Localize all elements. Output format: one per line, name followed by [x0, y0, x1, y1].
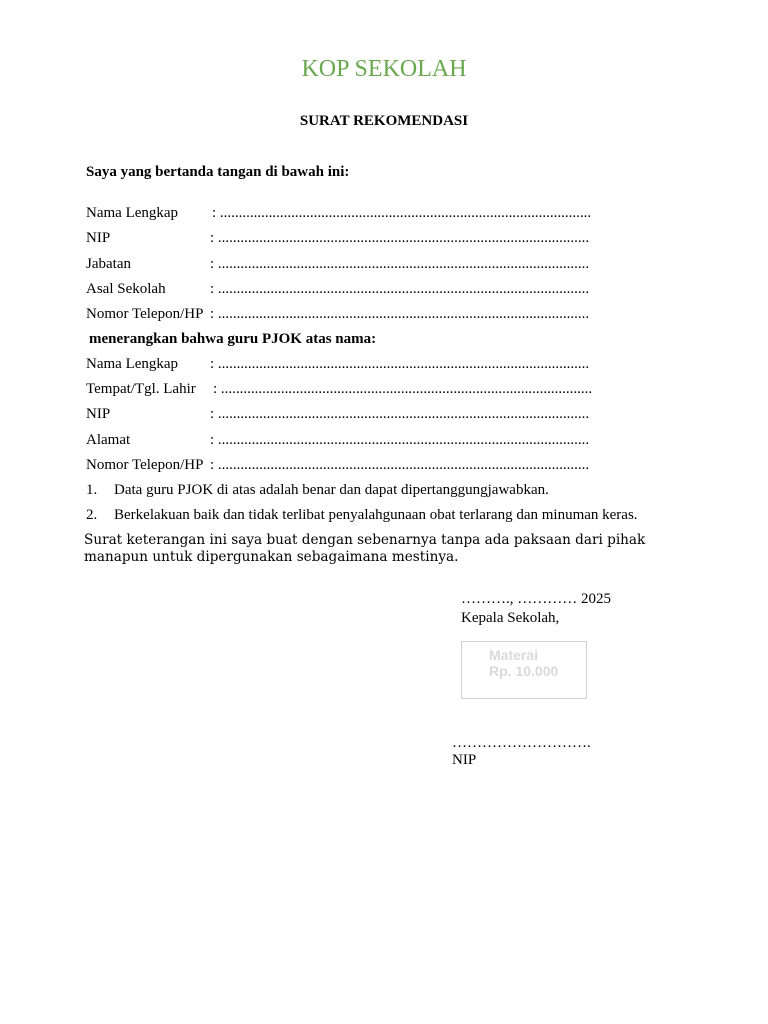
materai-value: Rp. 10.000	[489, 663, 559, 679]
tanggal-surat: ………., ………… 2025	[461, 591, 611, 607]
list-text: Berkelakuan baik dan tidak terlibat penyalahgunaan obat terlarang dan minuman keras.	[114, 507, 638, 523]
intro-pemberi: Saya yang bertanda tangan di bawah ini:	[86, 164, 350, 180]
field-label: Asal Sekolah	[86, 281, 166, 297]
materai-box	[461, 641, 587, 699]
intro-guru: menerangkan bahwa guru PJOK atas nama:	[89, 331, 377, 347]
field-label: NIP	[86, 406, 111, 422]
field-label: Alamat	[86, 432, 131, 448]
field-value: : ...................................................................................................	[210, 432, 590, 448]
list-text: Data guru PJOK di atas adalah benar dan dapat dipertanggungjawabkan.	[114, 482, 549, 498]
field-label: Nomor Telepon/HP	[86, 306, 204, 322]
field-label: Tempat/Tgl. Lahir	[86, 381, 196, 397]
field-value: : ...................................................................................................	[210, 230, 590, 246]
field-value: : ...................................................................................................	[210, 406, 590, 422]
field-value: : ...................................................................................................	[210, 256, 590, 272]
field-value: : ...................................................................................................	[210, 306, 590, 322]
field-value: : ...................................................................................................	[210, 457, 590, 473]
field-label: Nama Lengkap	[86, 356, 179, 372]
field-label: NIP	[86, 230, 111, 246]
field-label: Jabatan	[86, 256, 131, 272]
field-label: Nama Lengkap	[86, 205, 179, 221]
nama-penandatangan: ……………………….	[452, 735, 591, 751]
field-value: : ...................................................................................................	[210, 281, 590, 297]
field-label: Nomor Telepon/HP	[86, 457, 204, 473]
materai-label: Materai	[489, 647, 539, 663]
field-value: : ...................................................................................................	[213, 381, 593, 397]
jabatan-penandatangan: Kepala Sekolah,	[461, 610, 560, 626]
field-value: : ...................................................................................................	[210, 356, 590, 372]
list-number: 1.	[86, 482, 98, 498]
nip-penandatangan: NIP	[452, 752, 477, 768]
penutup-paragraph: Surat keterangan ini saya buat dengan sebenarnya tanpa ada paksaan dari pihak manapun untuk dipergunakan sebagaimana mestinya.	[84, 532, 646, 565]
field-value: : ...................................................................................................	[212, 205, 592, 221]
judul-surat: SURAT REKOMENDASI	[299, 113, 469, 129]
kop-sekolah: KOP SEKOLAH	[301, 56, 467, 82]
list-number: 2.	[86, 507, 98, 523]
